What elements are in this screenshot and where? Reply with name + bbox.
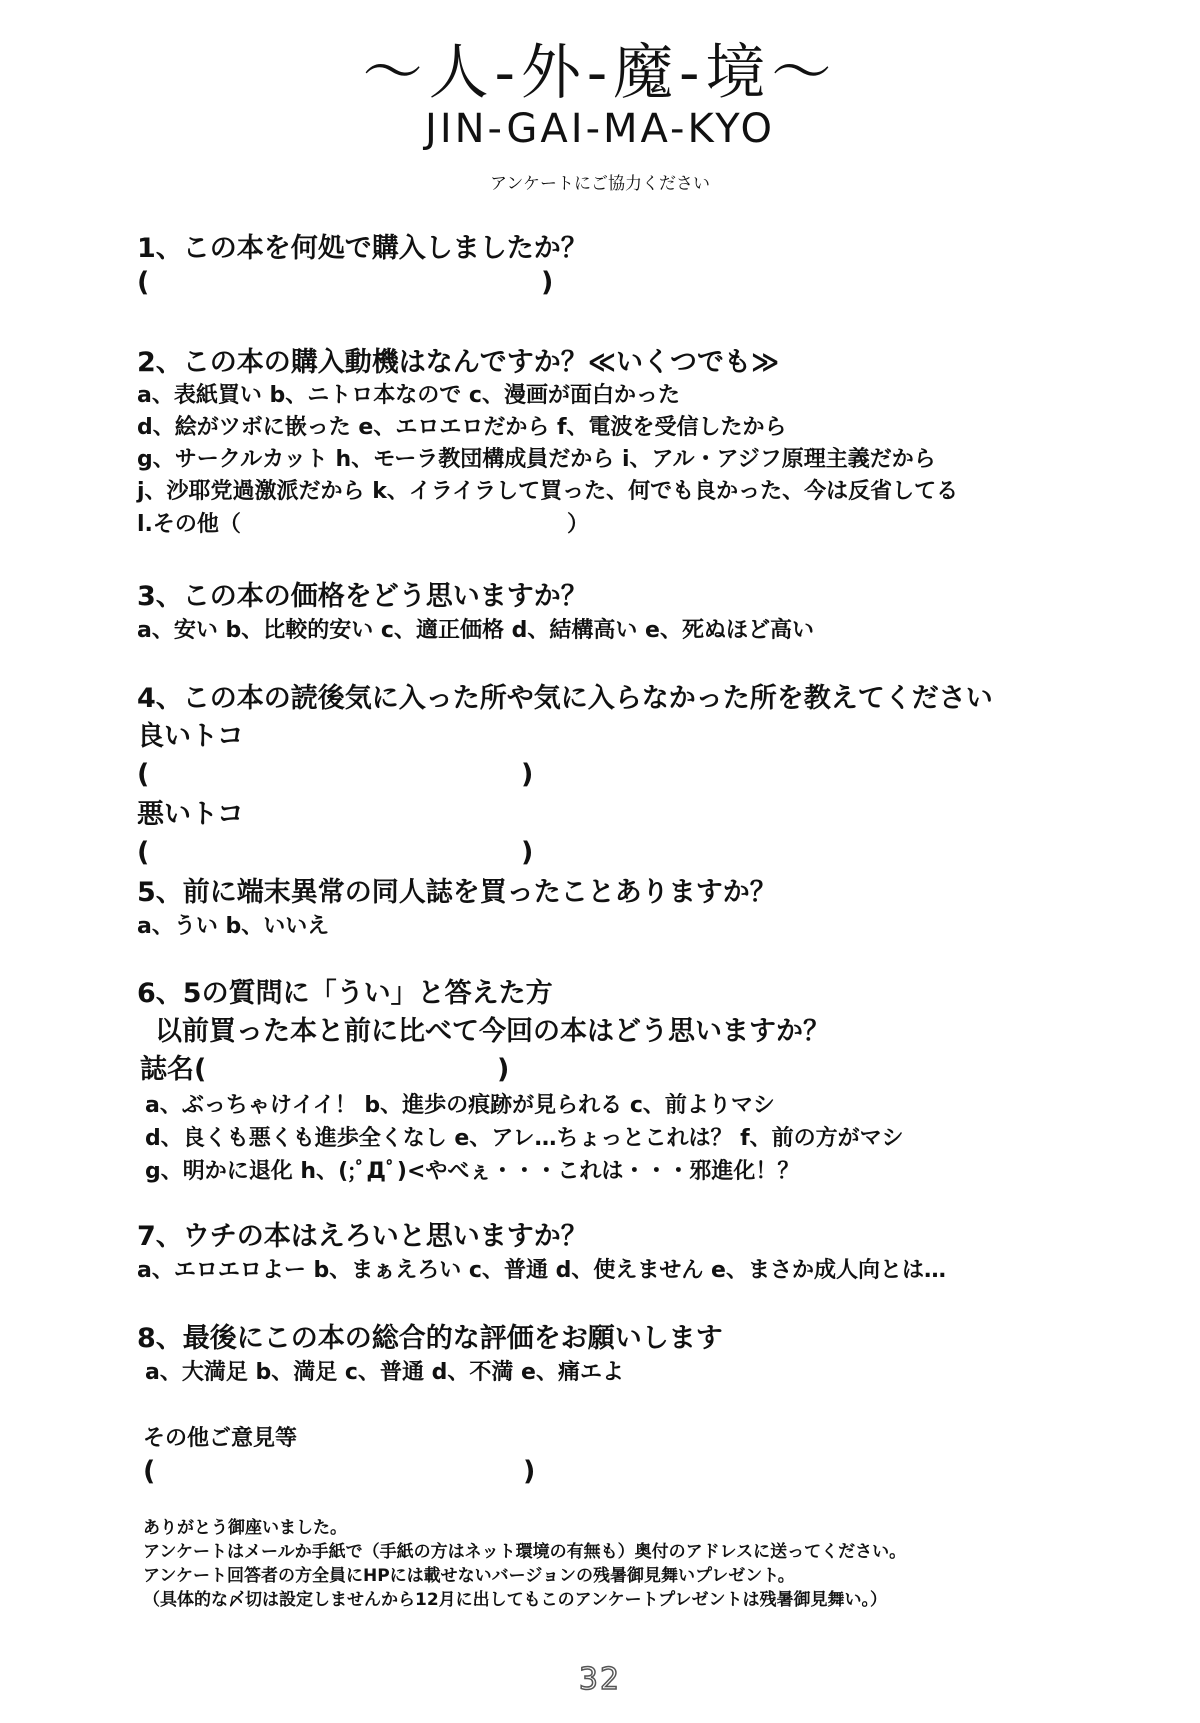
open-paren: (	[137, 759, 150, 790]
answer-field-1[interactable]	[137, 266, 557, 300]
question-3: 3、この本の価格をどう思いますか？	[137, 581, 588, 612]
other-comments-field[interactable]	[143, 1455, 543, 1489]
page-subtitle: JIN-GAI-MA-KYO	[425, 106, 775, 152]
question-4: 4、この本の読後気に入った所や気に入らなかった所を教えてください	[137, 683, 993, 714]
bad-points-field[interactable]	[137, 836, 547, 870]
question-7: 7、ウチの本はえろいと思いますか？	[137, 1221, 588, 1252]
question-6-subquestion: 以前買った本と前に比べて今回の本はどう思いますか？	[155, 1016, 830, 1047]
footer-line-2: アンケートはメールか手紙で（手紙の方はネット環境の有無も）奥付のアドレスに送ってください。	[143, 1542, 907, 1562]
close-paren: ）	[567, 512, 590, 537]
question-3-options: a、安い b、比較的安い c、適正価格 d、結構高い e、死ぬほど高い	[137, 618, 814, 643]
close-paren: )	[541, 267, 554, 298]
question-2-other-field[interactable]	[137, 510, 597, 540]
page-title: 〜人-外-魔-境〜	[362, 38, 838, 108]
good-points-field[interactable]	[137, 758, 547, 792]
footer-line-4: （具体的な〆切は設定しませんから12月に出してもこのアンケートプレゼントは残暑御見舞い。）	[143, 1590, 887, 1610]
page-number: 32	[578, 1662, 622, 1697]
open-paren: (	[137, 267, 150, 298]
question-2-options-line-3: g、サークルカット h、モーラ教団構成員だから i、アル・アジフ原理主義だから	[137, 447, 936, 472]
close-paren: )	[497, 1054, 510, 1085]
question-1: 1、この本を何処で購入しましたか？	[137, 233, 588, 264]
book-title-field[interactable]	[140, 1053, 520, 1087]
question-6-options-line-3: g、明かに退化 h、(;ﾟДﾟ)<やべぇ・・・これは・・・邪進化！？	[145, 1159, 800, 1184]
question-2-options-line-1: a、表紙買い b、ニトロ本なので c、漫画が面白かった	[137, 383, 680, 408]
intro-text: アンケートにご協力ください	[490, 174, 710, 194]
question-2-options-line-4: j、沙耶党過激派だから k、イライラして買った、何でも良かった、今は反省してる	[137, 479, 959, 504]
question-8-options: a、大満足 b、満足 c、普通 d、不満 e、痛エよ	[145, 1360, 624, 1385]
book-title-label: 誌名(	[140, 1054, 207, 1085]
question-6-options-line-1: a、ぶっちゃけイイ！ b、進歩の痕跡が見られる c、前よりマシ	[145, 1093, 775, 1118]
question-7-options: a、エロエロよー b、まぁえろい c、普通 d、使えません e、まさか成人向とは…	[137, 1258, 946, 1283]
question-6: 6、5の質問に「うい」と答えた方	[137, 978, 553, 1009]
close-paren: )	[523, 1456, 536, 1487]
bad-points-label: 悪いトコ	[137, 799, 244, 830]
close-paren: )	[521, 759, 534, 790]
other-comments-label: その他ご意見等	[143, 1426, 298, 1451]
question-2: 2、この本の購入動機はなんですか？≪いくつでも≫	[137, 347, 780, 378]
question-8: 8、最後にこの本の総合的な評価をお願いします	[137, 1323, 723, 1354]
open-paren: (	[143, 1456, 156, 1487]
footer-line-3: アンケート回答者の方全員にHPには載せないバージョンの残暑御見舞いプレゼント。	[143, 1566, 795, 1586]
question-2-options-line-2: d、絵がツボに嵌った e、エロエロだから f、電波を受信したから	[137, 415, 787, 440]
footer-line-1: ありがとう御座いました。	[143, 1518, 347, 1538]
question-5-options: a、うい b、いいえ	[137, 914, 330, 939]
question-5: 5、前に端末異常の同人誌を買ったことありますか？	[137, 877, 777, 908]
other-label: l.その他（	[137, 512, 241, 537]
good-points-label: 良いトコ	[137, 721, 244, 752]
open-paren: (	[137, 837, 150, 868]
question-6-options-line-2: d、良くも悪くも進歩全くなし e、アレ…ちょっとこれは？ f、前の方がマシ	[145, 1126, 904, 1151]
close-paren: )	[521, 837, 534, 868]
